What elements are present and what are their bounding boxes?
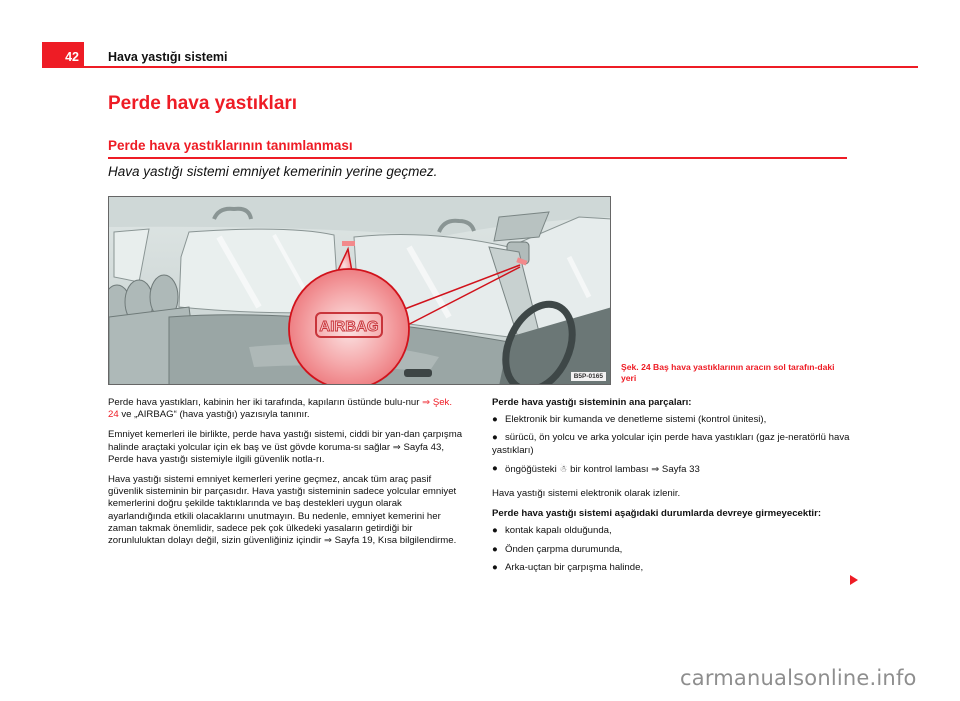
conditions-heading: Perde hava yastığı sistemi aşağıdaki durumlarda devreye girmeyecektir: xyxy=(492,508,822,520)
figure-code: B5P-0165 xyxy=(571,372,606,381)
list-item xyxy=(492,414,852,426)
subtitle-divider xyxy=(108,157,847,159)
airbag-warning-lamp-icon: ☃ xyxy=(559,463,568,474)
list-item-text: Önden çarpma durumunda, xyxy=(505,543,623,555)
section-subtitle: Perde hava yastıklarının tanımlanması xyxy=(108,138,353,153)
section-title: Perde hava yastıkları xyxy=(108,93,298,114)
car-interior-illustration xyxy=(109,197,611,385)
paragraph-1-text-a: Perde hava yastıkları, kabinin her iki tarafında, kapıların üstünde bulu-nur xyxy=(108,397,423,408)
bullet-icon: ● xyxy=(492,561,498,573)
bullet-icon: ● xyxy=(492,432,498,444)
page-number: 42 xyxy=(65,50,79,64)
list-item-text: bir kontrol lambası ⇒ Sayfa 33 xyxy=(570,463,700,475)
paragraph-3: Hava yastığı sistemi emniyet kemerleri yerine geçmez, ancak tüm araç pasif güvenlik sisteminin bir parçasıdır. Hava yastığı sisteminin sadece yolcular emniyet kemerlerini doğru şekilde taktıklarında ve baş destekleri uygun olarak ayarlandığında etkili olacaklarını unutmayın. Bu nedenle, emniyet kemerini her zaman takmak önemlidir, sadece pek çok ülkedeki yasaların getirdiği bir zorunluluktan dolayı değil, sizin güvenliğiniz içindir ⇒ Sayfa 19, Kısa bilgilendirme. xyxy=(108,474,457,547)
list-item-text: kontak kapalı olduğunda, xyxy=(505,525,612,537)
figure-reference-link[interactable]: ⇒ Şek. 24 xyxy=(108,397,453,421)
list-item xyxy=(492,544,852,556)
figure-airbag-location xyxy=(108,196,611,385)
list-item xyxy=(492,432,852,456)
figure-caption: Şek. 24 Baş hava yastıklarının aracın sol tarafın-daki yeri xyxy=(621,362,835,383)
watermark: carmanualsonline.info xyxy=(680,666,917,690)
list-item-text: Elektronik bir kumanda ve denetleme sistemi (kontrol ünitesi), xyxy=(505,414,767,426)
monitor-text: Hava yastığı sistemi elektronik olarak izlenir. xyxy=(492,488,681,500)
bullet-icon: ● xyxy=(492,414,498,426)
parts-heading: Perde hava yastığı sisteminin ana parçaları: xyxy=(492,397,692,408)
list-item-text: öngöğüsteki xyxy=(505,463,557,475)
chapter-title: Hava yastığı sistemi xyxy=(108,50,228,64)
list-item-text: sürücü, ön yolcu ve arka yolcular için perde hava yastıkları (gaz je-neratörlü hava yastıkları) xyxy=(492,432,850,456)
header-divider xyxy=(42,66,918,68)
list-item-text: Arka-uçtan bir çarpışma halinde, xyxy=(505,561,644,573)
bullet-icon: ● xyxy=(492,525,498,537)
left-column xyxy=(108,397,463,555)
bullet-icon: ● xyxy=(492,462,498,474)
paragraph-1 xyxy=(108,397,463,421)
bullet-icon: ● xyxy=(492,543,498,555)
right-column xyxy=(492,397,852,580)
continue-arrow-icon[interactable] xyxy=(850,575,858,585)
list-item xyxy=(492,525,852,537)
list-item xyxy=(492,562,852,574)
paragraph-1-text-b: ve „AIRBAG“ (hava yastığı) yazısıyla tanınır. xyxy=(118,409,310,421)
lead-text: Hava yastığı sistemi emniyet kemerinin yerine geçmez. xyxy=(108,164,438,179)
list-item xyxy=(492,463,852,476)
paragraph-2: Emniyet kemerleri ile birlikte, perde hava yastığı sistemi, ciddi bir yan-dan çarpışma halinde araçtaki yolcular için ek baş ve üst gövde koruma-sı sağlar ⇒ Sayfa 43, Perde hava yastığı sistemiyle ilgili güvenlik notla-rı. xyxy=(108,429,463,465)
airbag-label: AIRBAG xyxy=(319,318,379,335)
